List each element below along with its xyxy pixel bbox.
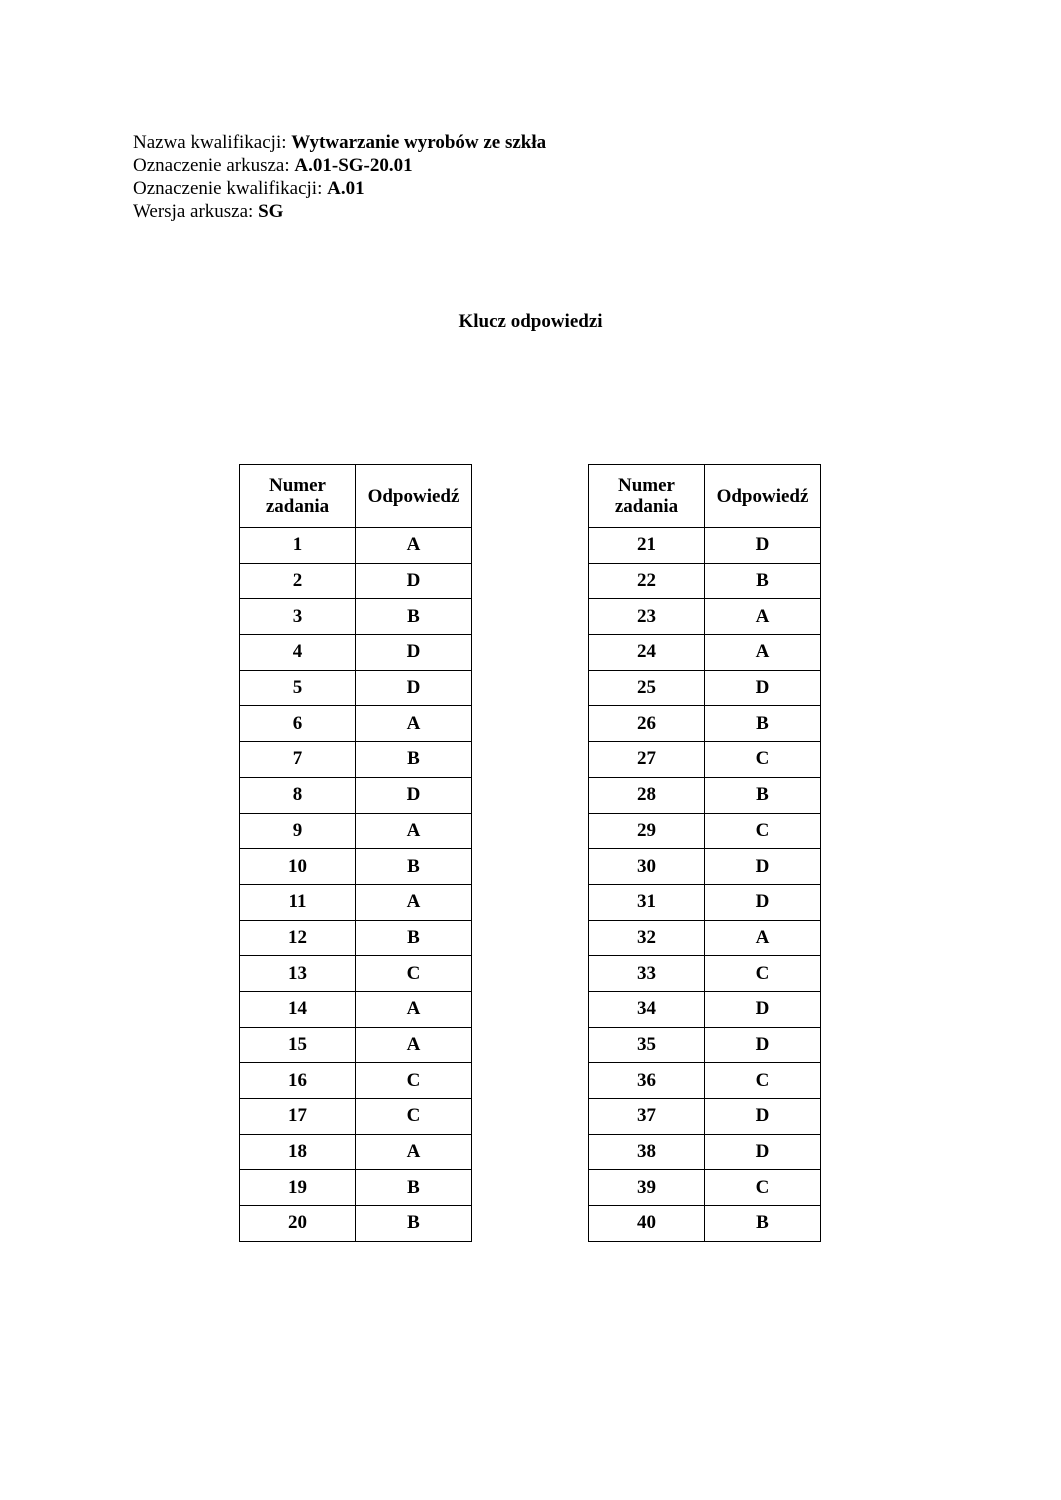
- table-header-row: [240, 465, 472, 528]
- answer-cell: A: [705, 920, 821, 956]
- task-number-cell: 11: [240, 884, 356, 920]
- task-number-cell: 32: [589, 920, 705, 956]
- answer-cell: A: [356, 991, 472, 1027]
- task-number-cell: 26: [589, 706, 705, 742]
- task-number-cell: 34: [589, 991, 705, 1027]
- table-row: [589, 563, 821, 599]
- task-number-cell: 27: [589, 742, 705, 778]
- answer-cell: A: [356, 528, 472, 564]
- answer-cell: D: [356, 670, 472, 706]
- task-number-cell: 4: [240, 635, 356, 671]
- answer-cell: C: [705, 813, 821, 849]
- table-row: [589, 777, 821, 813]
- answer-cell: D: [356, 635, 472, 671]
- task-number-cell: 36: [589, 1063, 705, 1099]
- task-number-cell: 19: [240, 1170, 356, 1206]
- answer-cell: B: [356, 920, 472, 956]
- task-number-cell: 14: [240, 991, 356, 1027]
- task-number-cell: 15: [240, 1027, 356, 1063]
- table-row: [240, 1099, 472, 1135]
- task-number-cell: 13: [240, 956, 356, 992]
- task-number-cell: 21: [589, 528, 705, 564]
- answer-cell: B: [705, 563, 821, 599]
- answer-cell: A: [705, 599, 821, 635]
- table-row: [589, 1206, 821, 1242]
- task-number-cell: 39: [589, 1170, 705, 1206]
- table-row: [240, 956, 472, 992]
- table-row: [589, 1170, 821, 1206]
- task-number-cell: 20: [240, 1206, 356, 1242]
- table-row: [240, 528, 472, 564]
- qualification-name: Wytwarzanie wyrobów ze szkła: [291, 132, 547, 153]
- qualification-code-row: [133, 177, 546, 200]
- table-row: [240, 706, 472, 742]
- task-number-cell: 33: [589, 956, 705, 992]
- answer-cell: C: [705, 1063, 821, 1099]
- answer-cell: A: [356, 1134, 472, 1170]
- table-row: [240, 563, 472, 599]
- answer-cell: A: [356, 706, 472, 742]
- table-row: [589, 1063, 821, 1099]
- task-number-cell: 7: [240, 742, 356, 778]
- table-row: [240, 920, 472, 956]
- table-row: [589, 706, 821, 742]
- task-number-cell: 18: [240, 1134, 356, 1170]
- task-number-cell: 17: [240, 1099, 356, 1135]
- table-row: [589, 884, 821, 920]
- answer-cell: C: [705, 956, 821, 992]
- answer-cell: D: [705, 884, 821, 920]
- task-number-cell: 31: [589, 884, 705, 920]
- page-title: Klucz odpowiedzi: [458, 311, 603, 332]
- task-number-cell: 30: [589, 849, 705, 885]
- task-number-header: Numer zadania: [589, 465, 705, 528]
- sheet-version: SG: [258, 201, 284, 222]
- answer-key-table-right: [588, 464, 821, 1242]
- answer-cell: B: [705, 706, 821, 742]
- table-row: [589, 599, 821, 635]
- qualification-code: A.01: [327, 178, 365, 199]
- task-number-cell: 6: [240, 706, 356, 742]
- task-number-cell: 29: [589, 813, 705, 849]
- answer-cell: D: [705, 670, 821, 706]
- table-row: [589, 635, 821, 671]
- qualification-name-row: [133, 131, 546, 154]
- task-number-cell: 1: [240, 528, 356, 564]
- answer-cell: C: [705, 742, 821, 778]
- answer-header: Odpowiedź: [705, 465, 821, 528]
- qualification-code-label: Oznaczenie kwalifikacji:: [133, 178, 328, 199]
- table-row: [589, 849, 821, 885]
- document-header: [133, 131, 546, 223]
- answer-cell: C: [705, 1170, 821, 1206]
- answer-cell: C: [356, 1063, 472, 1099]
- answer-cell: B: [705, 777, 821, 813]
- task-number-cell: 38: [589, 1134, 705, 1170]
- table-row: [589, 920, 821, 956]
- table-row: [589, 813, 821, 849]
- answer-key-table-left: [239, 464, 472, 1242]
- table-row: [240, 849, 472, 885]
- answer-cell: D: [705, 849, 821, 885]
- task-number-cell: 25: [589, 670, 705, 706]
- table-row: [240, 599, 472, 635]
- table-row: [589, 1027, 821, 1063]
- answer-cell: C: [356, 956, 472, 992]
- table-row: [240, 635, 472, 671]
- task-number-cell: 9: [240, 813, 356, 849]
- sheet-version-label: Wersja arkusza:: [133, 201, 259, 222]
- task-number-cell: 12: [240, 920, 356, 956]
- table-row: [240, 813, 472, 849]
- answer-cell: C: [356, 1099, 472, 1135]
- answer-cell: B: [356, 742, 472, 778]
- answer-cell: B: [356, 599, 472, 635]
- answer-header: Odpowiedź: [356, 465, 472, 528]
- table-row: [589, 956, 821, 992]
- answer-cell: D: [356, 777, 472, 813]
- table-row: [589, 528, 821, 564]
- answer-cell: D: [705, 1099, 821, 1135]
- answer-cell: D: [356, 563, 472, 599]
- table-row: [240, 670, 472, 706]
- sheet-code-label: Oznaczenie arkusza:: [133, 155, 295, 176]
- answer-cell: D: [705, 528, 821, 564]
- task-number-cell: 16: [240, 1063, 356, 1099]
- task-number-cell: 23: [589, 599, 705, 635]
- answer-cell: A: [356, 1027, 472, 1063]
- table-row: [240, 1027, 472, 1063]
- table-row: [240, 1170, 472, 1206]
- answer-cell: D: [705, 991, 821, 1027]
- task-number-cell: 3: [240, 599, 356, 635]
- table-row: [240, 1063, 472, 1099]
- answer-cell: B: [356, 1206, 472, 1242]
- table-row: [240, 884, 472, 920]
- table-row: [589, 1134, 821, 1170]
- answer-cell: B: [705, 1206, 821, 1242]
- task-number-cell: 2: [240, 563, 356, 599]
- table-body-left: [240, 528, 472, 1242]
- table-row: [240, 742, 472, 778]
- task-number-cell: 35: [589, 1027, 705, 1063]
- answer-cell: A: [356, 813, 472, 849]
- task-number-cell: 5: [240, 670, 356, 706]
- answer-cell: A: [356, 884, 472, 920]
- sheet-code: A.01-SG-20.01: [294, 155, 413, 176]
- table-row: [240, 991, 472, 1027]
- sheet-version-row: [133, 200, 546, 223]
- qualification-name-label: Nazwa kwalifikacji:: [133, 132, 292, 153]
- task-number-cell: 10: [240, 849, 356, 885]
- answer-cell: D: [705, 1134, 821, 1170]
- task-number-cell: 8: [240, 777, 356, 813]
- table-body-right: [589, 528, 821, 1242]
- answer-cell: D: [705, 1027, 821, 1063]
- answer-cell: A: [705, 635, 821, 671]
- table-row: [589, 670, 821, 706]
- sheet-code-row: [133, 154, 546, 177]
- task-number-cell: 40: [589, 1206, 705, 1242]
- task-number-cell: 24: [589, 635, 705, 671]
- task-number-cell: 22: [589, 563, 705, 599]
- task-number-cell: 37: [589, 1099, 705, 1135]
- answer-cell: B: [356, 849, 472, 885]
- table-row: [240, 777, 472, 813]
- table-row: [589, 1099, 821, 1135]
- task-number-header: Numer zadania: [240, 465, 356, 528]
- table-row: [589, 742, 821, 778]
- table-row: [240, 1134, 472, 1170]
- table-row: [589, 991, 821, 1027]
- answer-cell: B: [356, 1170, 472, 1206]
- table-header-row: [589, 465, 821, 528]
- task-number-cell: 28: [589, 777, 705, 813]
- table-row: [240, 1206, 472, 1242]
